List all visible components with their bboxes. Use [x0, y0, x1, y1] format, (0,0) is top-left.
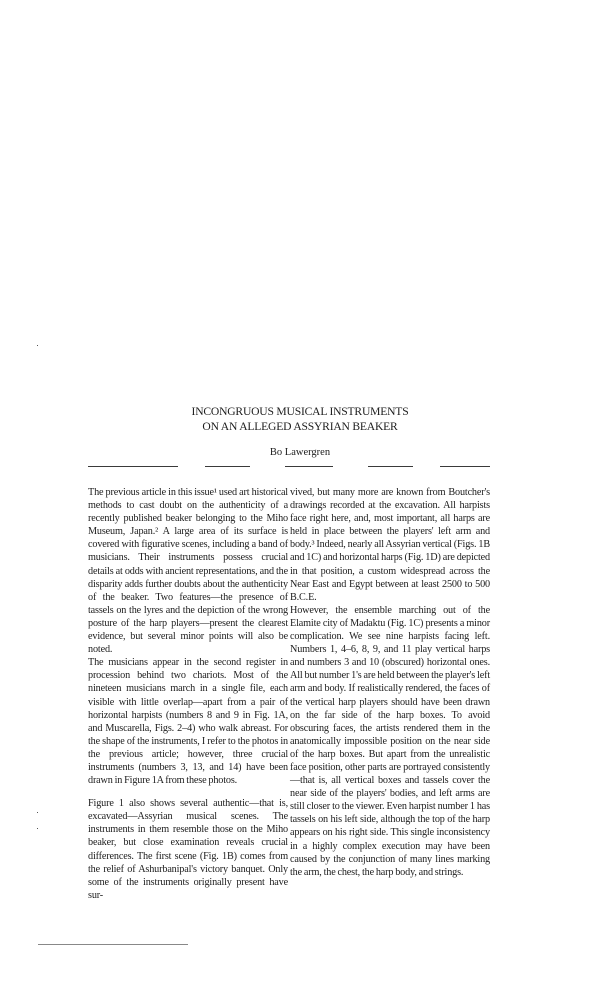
article-title-line-1: INCONGRUOUS MUSICAL INSTRUMENTS: [191, 405, 409, 418]
right-column: [290, 486, 490, 879]
author-name: Bo Lawergren: [269, 447, 331, 458]
body-paragraph: Figure 1 also shows several authentic—that is, excavated—Assyrian musical scenes. The instruments in them resemble those on the Miho beaker, but close examination reveals crucial differences. The first scene (Fig. 1B) comes from the relief of Ashurbanipal's victory banquet. Only some of the instruments originally present have sur-: [88, 798, 288, 901]
header-rule: [88, 466, 178, 467]
body-paragraph: The previous article in this issue¹ used art historical methods to cast doubt on the authenticity of a recently published beaker belonging to the Miho Museum, Japan.² A large area of its surface is covered with figurative scenes, including a band of musicians. Their instruments possess crucial details at odds with ancient representations, and the disparity adds further doubts about the authenticity of the beaker. Two features—the presence of tassels on the lyres and the depiction of the wrong posture of the harp players—present the clearest evidence, but several minor points will also be noted.: [88, 487, 288, 656]
margin-mark: [37, 812, 38, 813]
article-title-line-2: ON AN ALLEGED ASSYRIAN BEAKER: [202, 420, 398, 433]
body-paragraph: The musicians appear in the second register in procession behind two chariots. Most of the nineteen musicians march in a single file, each visible with little overlap—apart from a pair of horizontal harpists (numbers 8 and 9 in Fig. 1A, and Muscarella, Figs. 2–4) who walk abreast. For the shape of the instruments, I refer to the photos in the previous article; however, three crucial instruments (numbers 3, 13, and 14) have been drawn in Figure 1A from these photos.: [88, 657, 288, 787]
body-paragraph: vived, but many more are known from Boutcher's drawings recorded at the excavation. All harpists face right here, and, most important, all harps are held in place between the players' left arm and body.³ Indeed, nearly all Assyrian vertical (Figs. 1B and 1C) and horizontal harps (Fig. 1D) are depicted in that position, a custom widespread across the Near East and Egypt between at least 2500 to 500 B.C.E.: [290, 487, 490, 603]
header-rule: [205, 466, 250, 467]
left-column: [88, 486, 288, 902]
header-rule: [285, 466, 333, 467]
header-rule: [440, 466, 490, 467]
footer-rule: [38, 944, 188, 945]
body-paragraph: However, the ensemble marching out of the Elamite city of Madaktu (Fig. 1C) presents a minor complication. We see nine harpists facing left. Numbers 1, 4–6, 8, 9, and 11 play vertical harps and numbers 3 and 10 (obscured) horizontal ones. All but number 1's are held between the player's left arm and body. If realistically rendered, the faces of the vertical harp players should have been drawn on the far side of the harp boxes. To avoid obscuring faces, the artists rendered them in the anatomically impossible position on the near side of the harp boxes. But apart from the unrealistic face position, other parts are portrayed consistently—that is, all vertical boxes and tassels cover the near side of the players' bodies, and left arms are still closer to the viewer. Even harpist number 1 has tassels on his left side, although the top of the harp appears on his right side. This single inconsistency in a highly complex execution may have been caused by the conjunction of many lines marking the arm, the chest, the harp body, and strings.: [290, 604, 490, 878]
header-rule: [368, 466, 413, 467]
margin-mark: [37, 828, 38, 829]
margin-mark: [37, 345, 38, 346]
